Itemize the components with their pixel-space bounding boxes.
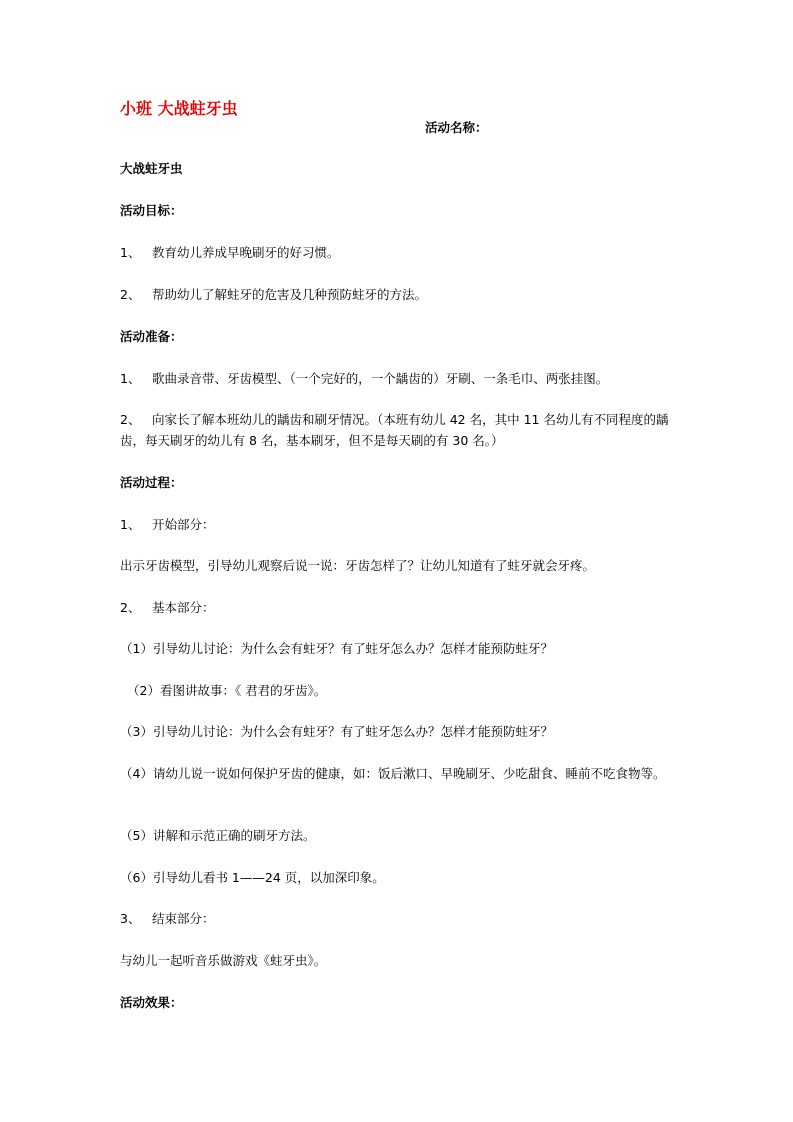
part1-text: 出示牙齿模型，引导幼儿观察后说一说：牙齿怎样了？让幼儿知道有了蛀牙就会牙疼。	[120, 558, 596, 573]
goal-text: 帮助幼儿了解蛀牙的危害及几种预防蛀牙的方法。	[152, 287, 428, 302]
goal-text: 教育幼儿养成早晚刷牙的好习惯。	[152, 245, 340, 260]
document-title: 小班 大战蛀牙虫	[120, 99, 238, 118]
part2-header	[120, 597, 215, 618]
part2-item: （5）讲解和示范正确的刷牙方法。	[120, 828, 316, 843]
goal-item	[120, 284, 427, 305]
prep-item	[120, 368, 608, 389]
part2-item: （3）引导幼儿讨论：为什么会有蛀牙？有了蛀牙怎么办？怎样才能预防蛀牙？	[120, 724, 553, 739]
prep-number: 2、	[120, 412, 141, 427]
prep-item	[120, 409, 680, 451]
part2-title: 基本部分：	[152, 600, 215, 615]
part3-header	[120, 908, 215, 929]
prep-text: 歌曲录音带、牙齿模型、（一个完好的，一个龋齿的）牙刷、一条毛巾、两张挂图。	[152, 371, 609, 386]
part3-text: 与幼儿一起听音乐做游戏《蛀牙虫》。	[120, 953, 327, 968]
activity-name: 大战蛀牙虫	[120, 161, 183, 176]
effect-heading: 活动效果：	[120, 995, 183, 1010]
prep-text: 向家长了解本班幼儿的龋齿和刷牙情况。（本班有幼儿 42 名，其中 11 名幼儿有不同程度的龋齿，每天刷牙的幼儿有 8 名，基本刷牙，但不是每天刷的有 30 名。）	[120, 412, 669, 448]
part1-header	[120, 514, 215, 535]
part2-number: 2、	[120, 600, 141, 615]
part2-item: （6）引导幼儿看书 1——24 页，以加深印象。	[120, 870, 385, 885]
part1-number: 1、	[120, 517, 141, 532]
prep-number: 1、	[120, 371, 141, 386]
part3-number: 3、	[120, 911, 141, 926]
part1-title: 开始部分：	[152, 517, 215, 532]
part2-item: （1）引导幼儿讨论：为什么会有蛀牙？有了蛀牙怎么办？怎样才能预防蛀牙？	[120, 641, 553, 656]
goal-item	[120, 242, 340, 263]
prep-heading: 活动准备：	[120, 329, 183, 344]
goal-number: 2、	[120, 287, 141, 302]
part2-item: （4）请幼儿说一说如何保护牙齿的健康，如：饭后漱口、早晚刷牙、少吃甜食、睡前不吃食物等。	[120, 766, 666, 781]
part2-item: （2）看图讲故事：《 君君的牙齿》。	[127, 683, 327, 698]
process-heading: 活动过程：	[120, 475, 183, 490]
part3-title: 结束部分：	[152, 911, 215, 926]
activity-name-label: 活动名称：	[425, 120, 488, 135]
goals-heading: 活动目标：	[120, 203, 183, 218]
goal-number: 1、	[120, 245, 141, 260]
